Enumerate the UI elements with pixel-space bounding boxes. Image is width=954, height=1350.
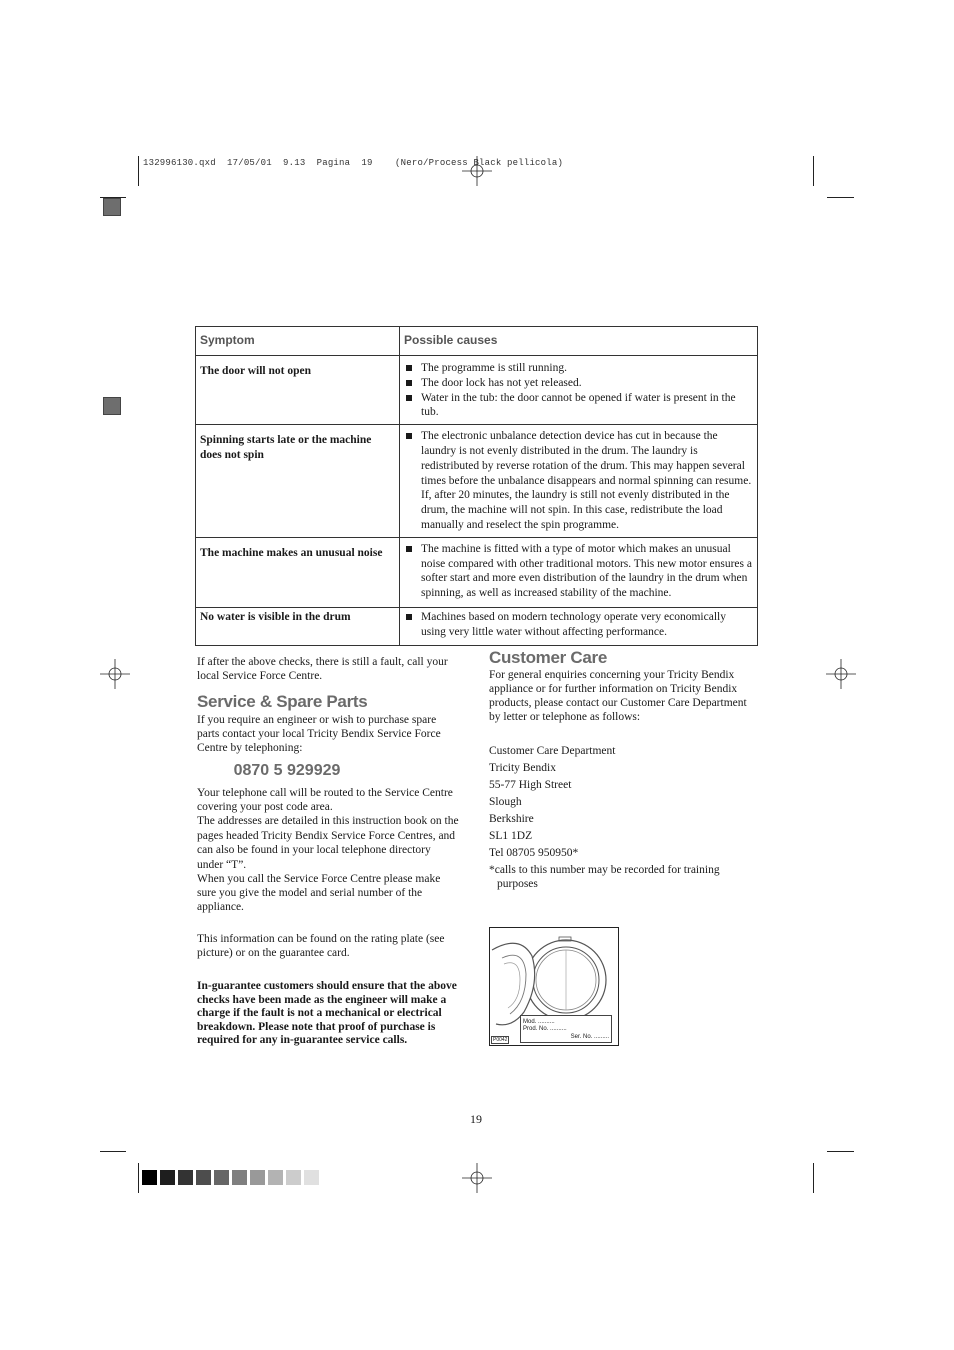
registration-target-icon [826,659,856,689]
routing-text: Your telephone call will be routed to the Service Centre covering your post code area. [197,787,453,813]
cause-item: Water in the tub: the door cannot be opened if water is present in the tub. [404,391,753,421]
table-row [196,607,758,645]
cause-item: The programme is still running. [404,361,753,376]
address-line: Berkshire [489,813,534,825]
crop-mark [100,1151,126,1152]
color-swatch [178,1170,193,1185]
table-header-row [196,327,758,356]
symptom-cell: The door will not open [196,356,400,425]
cause-item: Machines based on modern technology operate very economically using very little water without affecting performance. [404,610,753,640]
causes-cell [400,607,758,645]
guarantee-warning-text: In-guarantee customers should ensure that the above checks have been made as the engineer will make a charge if the fault is not a mechanical or electrical breakdown. Please note that proof of purchase is required for any in-guarantee service calls. [197,980,457,1047]
color-swatch [304,1170,319,1185]
rating-plate-text: This information can be found on the rating plate (see picture) or on the guarantee card. [197,933,445,959]
crop-mark [138,156,139,186]
address-line: SL1 1DZ [489,830,533,842]
table-row [196,537,758,607]
service-text: If you require an engineer or wish to purchase spare parts contact your local Tricity Bendix Service Force Centre by telephoning: [197,714,441,754]
color-swatch [214,1170,229,1185]
service-phone-number: 0870 5 929929 [233,762,341,779]
figure-code: P0042 [493,1037,508,1043]
address-line: Tricity Bendix [489,762,556,774]
customer-care-address [489,743,757,862]
causes-cell [400,356,758,425]
color-swatch [232,1170,247,1185]
rating-plate-label [520,1015,612,1043]
cause-item: The machine is fitted with a type of motor which makes an unusual noise compared with other traditional motors. This new motor ensures a softer start and more even distribution of the laundry in the drum when spinning, as well as increased stability of the machine. [404,542,753,601]
plate-model-field: Mod. .......... [523,1019,555,1025]
symptom-cell: The machine makes an unusual noise [196,537,400,607]
plate-product-number-field: Prod. No. .......... [523,1025,567,1032]
crop-mark [813,156,814,186]
crop-mark [827,1151,854,1152]
symptom-cell: No water is visible in the drum [196,607,400,645]
rating-plate-illustration [489,927,619,1046]
cause-item: The electronic unbalance detection device has cut in because the laundry is not evenly distributed in the drum. The laundry is redistributed by reverse rotation of the drum. This may happen several times before the unbalance disappears and normal spinning can resume. If, after 20 minutes, the laundry is still not evenly distributed in the drum, the machine will not spin. In this case, redistribute the load manually and reselect the spin programme. [404,429,753,533]
address-line: Slough [489,796,522,808]
color-swatch [142,1170,157,1185]
crop-mark [138,1163,139,1193]
registration-target-icon [462,1163,492,1193]
fault-intro-text: If after the above checks, there is still a fault, call your local Service Force Centre. [197,656,448,682]
registration-target-icon [462,156,492,186]
address-line: Customer Care Department [489,745,616,757]
column-header-possible-causes: Possible causes [400,327,758,356]
model-serial-text: When you call the Service Force Centre please make sure you give the model and serial number of the appliance. [197,873,441,913]
service-spare-parts-heading: Service & Spare Parts [197,692,368,711]
table-row [196,425,758,538]
page-number: 19 [470,1112,482,1126]
customer-care-intro: For general enquiries concerning your Tricity Bendix appliance or for further information on Tricity Bendix products, please contact our Customer Care Department by letter or telephone as follows: [489,669,747,723]
right-column [489,648,757,891]
customer-care-heading: Customer Care [489,648,607,667]
color-swatch [250,1170,265,1185]
cause-item: The door lock has not yet released. [404,376,753,391]
troubleshooting-table [195,326,758,646]
address-line: 55-77 High Street [489,779,572,791]
address-line: Tel 08705 950950* [489,847,579,859]
color-swatch [286,1170,301,1185]
crop-mark [813,1163,814,1193]
symptom-cell: Spinning starts late or the machine does not spin [196,425,400,538]
color-swatch [160,1170,175,1185]
column-header-symptom: Symptom [196,327,400,356]
table-row [196,356,758,425]
color-swatch [196,1170,211,1185]
call-recording-note: *calls to this number may be recorded for training purposes [489,864,720,890]
addresses-text: The addresses are detailed in this instruction book on the pages headed Tricity Bendix Service Force Centres, and can also be found in your local telephone directory under “T”. [197,815,459,871]
printer-slug: 132996130.qxd 17/05/01 9.13 Pagina 19 (Nero/Process Black pellicola) [143,158,564,168]
left-column [197,655,459,1048]
registration-square [103,198,121,216]
registration-square [103,397,121,415]
causes-cell [400,425,758,538]
registration-target-icon [100,659,130,689]
crop-mark [827,197,854,198]
plate-serial-number-field: Ser. No. ......... [570,1034,609,1040]
causes-cell [400,537,758,607]
color-swatch [268,1170,283,1185]
